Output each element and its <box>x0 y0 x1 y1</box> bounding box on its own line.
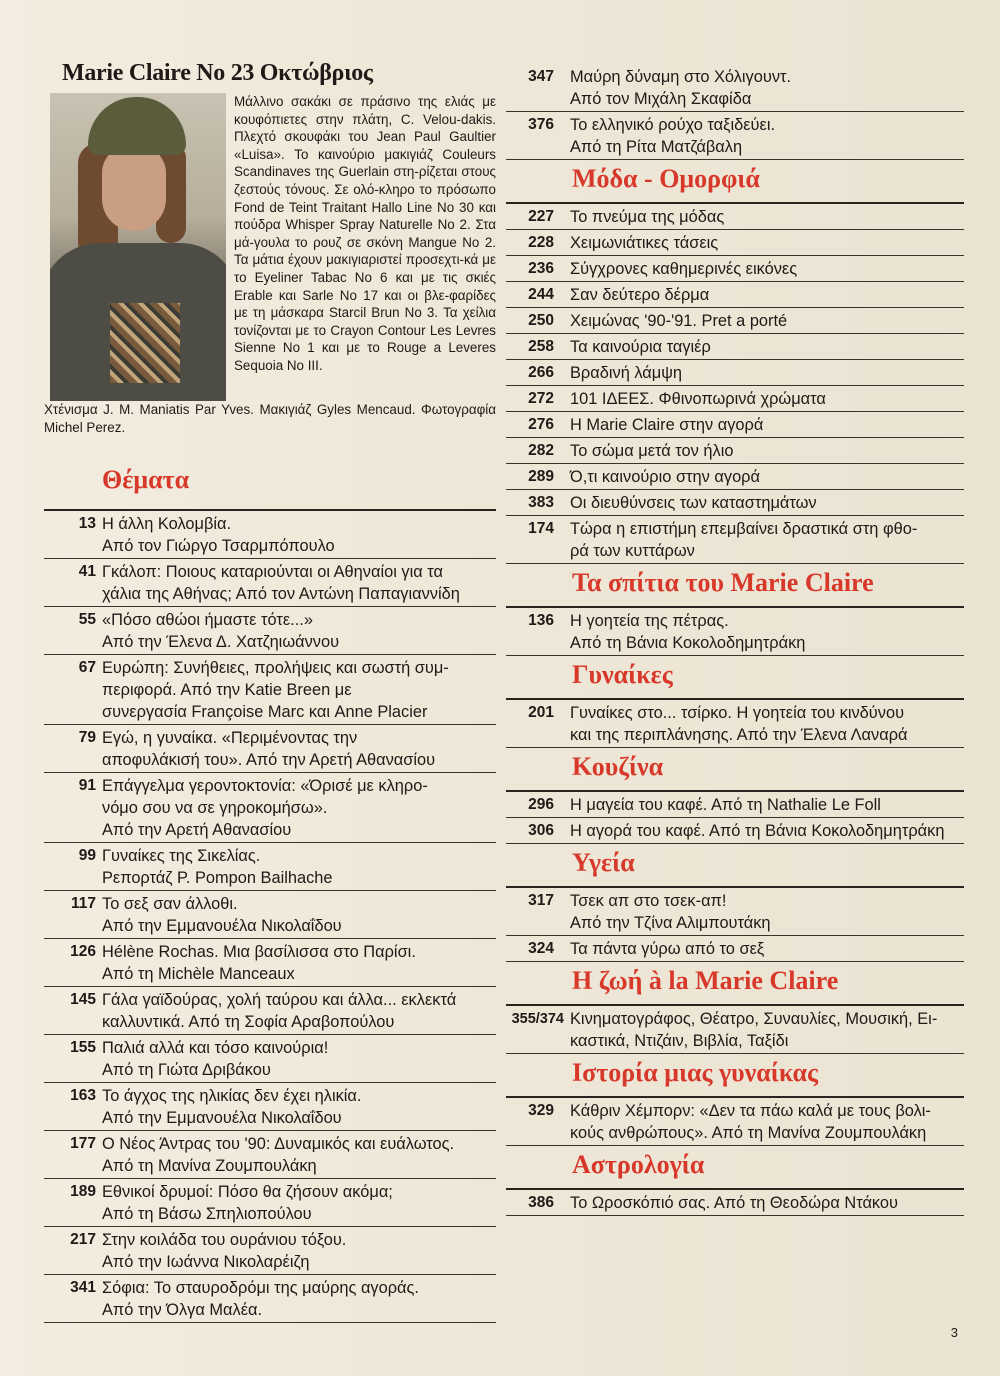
toc-entry <box>506 360 964 386</box>
toc-entry <box>506 256 964 282</box>
entry-title: Η μαγεία του καφέ. Από τη Nathalie Le Foll <box>570 796 881 814</box>
toc-entry <box>506 1006 964 1054</box>
entry-title: Ο Νέος Άντρας του '90: Δυναμικός και ευάλωτος. Από τη Μανίνα Ζουμπουλάκη <box>102 1135 455 1175</box>
toc-entry <box>44 655 496 725</box>
themata-list <box>44 511 496 1323</box>
cover-block <box>44 93 496 435</box>
page-ref-number: 289 <box>528 468 554 485</box>
entry-title: Το Ωροσκόπιό σας. Από τη Θεοδώρα Ντάκου <box>570 1194 899 1212</box>
toc-entry <box>506 818 964 844</box>
entry-title: Παλιά αλλά και τόσο καινούρια! Από τη Γιώτα Δριβάκου <box>102 1039 329 1079</box>
page-ref-number: 201 <box>528 704 554 721</box>
toc-entry <box>506 64 964 112</box>
page-ref-number: 272 <box>528 390 554 407</box>
page-number: 3 <box>950 1325 958 1340</box>
entry-title: Η γοητεία της πέτρας. Από τη Βάνια Κοκολοδημητράκη <box>570 612 806 652</box>
page-ref-number: 227 <box>528 208 554 225</box>
toc-entry <box>44 725 496 773</box>
page-ref-number: 228 <box>528 234 554 251</box>
page-ref-number: 13 <box>78 515 96 532</box>
entry-title: Μαύρη δύναμη στο Χόλιγουντ. Από τον Μιχάλη Σκαφίδα <box>570 68 792 108</box>
page-ref-number: 317 <box>528 892 554 909</box>
toc-entry <box>506 334 964 360</box>
page-ref-number: 136 <box>528 612 554 629</box>
entry-title: Σόφια: Το σταυροδρόμι της μαύρης αγοράς. Από την Όλγα Μαλέα. <box>102 1279 419 1319</box>
ygeia-list <box>506 888 964 962</box>
page-ref-number: 41 <box>78 563 96 580</box>
spitia-list <box>506 608 964 656</box>
cover-credits: Χτένισμα J. M. Maniatis Par Yves. Μακιγιάζ Gyles Mencaud. Φωτογραφία Michel Perez. <box>44 402 496 435</box>
toc-entry <box>44 1227 496 1275</box>
page-ref-number: 55 <box>78 611 96 628</box>
page-ref-number: 91 <box>78 777 96 794</box>
toc-entry <box>44 1035 496 1083</box>
section-heading-ygeia: Υγεία <box>506 844 964 888</box>
page-ref-number: 347 <box>528 68 554 85</box>
page-ref-number: 376 <box>528 116 554 133</box>
toc-entry <box>506 608 964 656</box>
toc-entry <box>506 1098 964 1146</box>
entry-title: Επάγγελμα γεροντοκτονία: «Όρισέ με κληρο- νόμο σου να σε γηροκομήσω». Από την Αρετή Αθανασίου <box>102 777 428 839</box>
zoi-list <box>506 1006 964 1054</box>
entry-title: Γκάλοπ: Ποιους καταριούνται οι Αθηναίοι για τα χάλια της Αθήνας; Από τον Αντώνη Παπαγιαννίδη <box>102 563 460 603</box>
entry-title: Η άλλη Κολομβία. Από τον Γιώργο Τσαρμπόπουλο <box>102 515 335 555</box>
cover-title: Marie Claire No 23 Οκτώβριος <box>62 60 373 86</box>
section-heading-astrologia: Αστρολογία <box>506 1146 964 1190</box>
entry-title: Τσεκ απ στο τσεκ-απ! Από την Τζίνα Αλιμπουτάκη <box>570 892 771 932</box>
page-ref-number: 258 <box>528 338 554 355</box>
entry-title: Κινηματογράφος, Θέατρο, Συναυλίες, Μουσική, Ει- καστικά, Ντιζάιν, Βιβλία, Ταξίδι <box>570 1010 938 1050</box>
page-ref-number: 177 <box>70 1135 96 1152</box>
toc-entry <box>44 891 496 939</box>
toc-entry <box>44 1179 496 1227</box>
entry-title: 101 ΙΔΕΕΣ. Φθινοπωρινά χρώματα <box>570 390 826 408</box>
toc-entry <box>506 112 964 160</box>
entry-title: Εθνικοί δρυμοί: Πόσο θα ζήσουν ακόμα; Από τη Βάσω Σπηλιοπούλου <box>102 1183 393 1223</box>
entry-title: «Πόσο αθώοι ήμαστε τότε...» Από την Έλενα Δ. Χατζηιωάννου <box>102 611 340 651</box>
toc-entry <box>506 438 964 464</box>
page-ref-number: 266 <box>528 364 554 381</box>
cover-caption: Μάλλινο σακάκι σε πράσινο της ελιάς με κουφόπιετες στην πλάτη, C. Velou-dakis. Πλεχτό σκουφάκι του Jean Paul Gaultier «Luisa». Το καινούριο μακιγιάζ Couleurs Scandinaves της Guerlain στη-ρίζεται στους ζεστούς τόνους. Σε ολό-κληρο το πρόσωπο Fond de Teint Traitant Hallo Line No 30 και πούδρα Whisper Spray Naturelle No 2. Στα μά-γουλα το ρουζ σε σκόνη Mangue No 2. Τα μάτια έχουν μακιγιαριστεί προσεχτι-κά με το Eyeliner Tabac No 6 και με τις σκιές Erable και Sarle No 17 και οι βλε-φαρίδες με τη μάσκαρα Starcil Brun No 3. Τα χείλια τονίζονται με το Crayon Contour Les Levres Sienne No 1 και με το Rouge a Leveres Sequoia No III. <box>234 94 496 373</box>
toc-entry <box>44 1131 496 1179</box>
toc-entry <box>506 308 964 334</box>
page-ref-number: 163 <box>70 1087 96 1104</box>
gynaikes-list <box>506 700 964 748</box>
section-heading-kouzina: Κουζίνα <box>506 748 964 792</box>
entry-title: Ευρώπη: Συνήθειες, προλήψεις και σωστή συμ- περιφορά. Από την Katie Breen με συνεργασία Françoise Marc και Anne Placier <box>102 659 449 721</box>
left-column <box>44 56 496 1323</box>
entry-title: Βραδινή λάμψη <box>570 364 683 382</box>
cover-photo <box>50 93 226 401</box>
moda-list <box>506 204 964 564</box>
entry-title: Στην κοιλάδα του ουράνιου τόξου. Από την Ιωάννα Νικολαρέιζη <box>102 1231 347 1271</box>
page-ref-number: 236 <box>528 260 554 277</box>
page-ref-number: 355/374 <box>511 1011 564 1027</box>
toc-entry <box>506 516 964 564</box>
entry-title: Εγώ, η γυναίκα. «Περιμένοντας την αποφυλάκισή του». Από την Αρετή Αθανασίου <box>102 729 436 769</box>
entry-title: Κάθριν Χέμπορν: «Δεν τα πάω καλά με τους βολι- κούς ανθρώπους». Από τη Μανίνα Ζουμπουλάκη <box>570 1102 931 1142</box>
entry-title: Γυναίκες της Σικελίας. Ρεπορτάζ P. Pompon Bailhache <box>102 847 333 887</box>
toc-entry <box>44 987 496 1035</box>
section-heading-istoria: Ιστορία μιας γυναίκας <box>506 1054 964 1098</box>
entry-title: Σαν δεύτερο δέρμα <box>570 286 710 304</box>
page-ref-number: 250 <box>528 312 554 329</box>
astrologia-list <box>506 1190 964 1216</box>
section-heading-moda: Μόδα - Ομορφιά <box>506 160 964 204</box>
toc-entry <box>44 607 496 655</box>
entry-title: Το πνεύμα της μόδας <box>570 208 725 226</box>
toc-entry <box>44 1083 496 1131</box>
entry-title: Οι διευθύνσεις των καταστημάτων <box>570 494 817 512</box>
right-column <box>506 64 964 1216</box>
toc-entry <box>506 412 964 438</box>
toc-entry <box>44 511 496 559</box>
page-ref-number: 155 <box>70 1039 96 1056</box>
page-ref-number: 145 <box>70 991 96 1008</box>
entry-title: Η αγορά του καφέ. Από τη Βάνια Κοκολοδημητράκη <box>570 822 945 840</box>
page-ref-number: 217 <box>70 1231 96 1248</box>
toc-entry <box>506 490 964 516</box>
section-heading-zoi: Η ζωή à la Marie Claire <box>506 962 964 1006</box>
entry-title: Τώρα η επιστήμη επεμβαίνει δραστικά στη φθο- ρά των κυττάρων <box>570 520 918 560</box>
page-ref-number: 282 <box>528 442 554 459</box>
toc-entry <box>506 936 964 962</box>
page-ref-number: 244 <box>528 286 554 303</box>
page-ref-number: 174 <box>528 520 554 537</box>
entry-title: Το ελληνικό ρούχο ταξιδεύει. Από τη Ρίτα Ματζάβαλη <box>570 116 776 156</box>
entry-title: Το σεξ σαν άλλοθι. Από την Εμμανουέλα Νικολαΐδου <box>102 895 342 935</box>
entry-title: Χειμώνας '90-'91. Pret a porté <box>570 312 788 330</box>
toc-entry <box>506 888 964 936</box>
entry-title: Hélène Rochas. Μια βασίλισσα στο Παρίσι. Από τη Michèle Manceaux <box>102 943 416 983</box>
page-ref-number: 117 <box>70 895 96 912</box>
page-ref-number: 329 <box>528 1102 554 1119</box>
toc-entry <box>44 773 496 843</box>
page-ref-number: 341 <box>70 1279 96 1296</box>
page-ref-number: 79 <box>78 729 96 746</box>
toc-entry <box>506 1190 964 1216</box>
page-ref-number: 126 <box>70 943 96 960</box>
toc-entry <box>506 464 964 490</box>
section-heading-spitia: Τα σπίτια του Marie Claire <box>506 564 964 608</box>
toc-entry <box>506 282 964 308</box>
section-heading-themata: Θέματα <box>44 465 496 511</box>
toc-entry <box>44 939 496 987</box>
entry-title: Τα πάντα γύρω από το σεξ <box>570 940 765 958</box>
toc-entry <box>506 386 964 412</box>
entry-title: Γάλα γαϊδούρας, χολή ταύρου και άλλα... εκλεκτά καλλυντικά. Από τη Σοφία Αραβοπούλου <box>102 991 457 1031</box>
page-ref-number: 383 <box>528 494 554 511</box>
entry-title: Η Marie Claire στην αγορά <box>570 416 764 434</box>
entry-title: Τα καινούρια ταγιέρ <box>570 338 711 356</box>
entry-title: Γυναίκες στο... τσίρκο. Η γοητεία του κινδύνου και της περιπλάνησης. Από την Έλενα Λαναρά <box>570 704 908 744</box>
page-ref-number: 67 <box>78 659 96 676</box>
toc-entry <box>506 204 964 230</box>
page-ref-number: 99 <box>78 847 96 864</box>
section-heading-gynaikes: Γυναίκες <box>506 656 964 700</box>
entry-title: Ό,τι καινούριο στην αγορά <box>570 468 760 486</box>
entry-title: Χειμωνιάτικες τάσεις <box>570 234 719 252</box>
entry-title: Το σώμα μετά τον ήλιο <box>570 442 734 460</box>
entry-title: Το άγχος της ηλικίας δεν έχει ηλικία. Από την Εμμανουέλα Νικολαΐδου <box>102 1087 362 1127</box>
page-ref-number: 324 <box>528 940 554 957</box>
page-ref-number: 386 <box>528 1194 554 1211</box>
toc-entry <box>44 1275 496 1323</box>
toc-entry <box>44 559 496 607</box>
toc-entry <box>506 792 964 818</box>
toc-entry <box>506 700 964 748</box>
toc-entry <box>506 230 964 256</box>
page-ref-number: 306 <box>528 822 554 839</box>
page-ref-number: 296 <box>528 796 554 813</box>
toc-entry <box>44 843 496 891</box>
kouzina-list <box>506 792 964 844</box>
istoria-list <box>506 1098 964 1146</box>
top-right-list <box>506 64 964 160</box>
page-ref-number: 189 <box>70 1183 96 1200</box>
entry-title: Σύγχρονες καθημερινές εικόνες <box>570 260 798 278</box>
page-ref-number: 276 <box>528 416 554 433</box>
